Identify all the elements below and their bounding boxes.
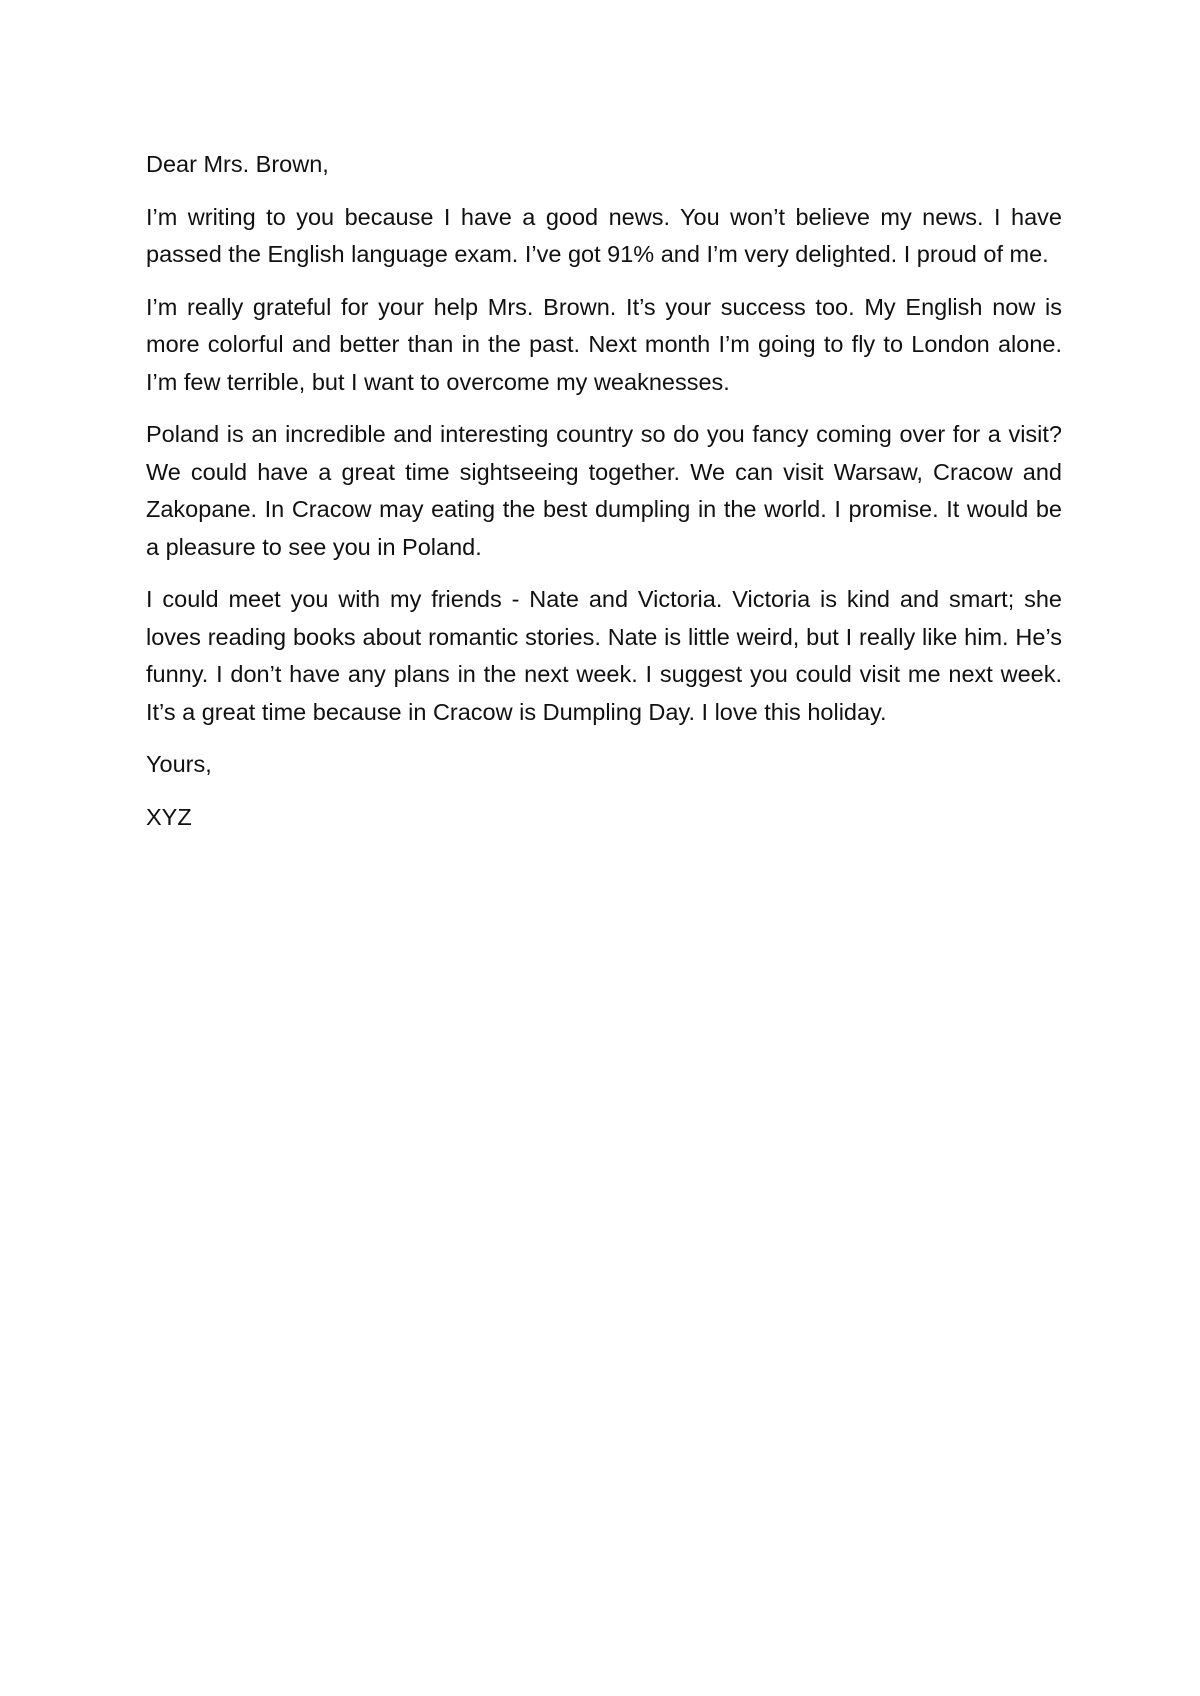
paragraph-exam-news: I’m writing to you because I have a good news. You won’t believe my news. I have passed the English language exam. I’ve got 91% and I’m very delighted. I proud of me. — [146, 203, 1062, 267]
paragraph-friends: I could meet you with my friends - Nate and Victoria. Victoria is kind and smart; she loves reading books about romantic stories. Nate is little weird, but I really like him. He’s funny. I don’t have any plans in the next week. I suggest you could visit me next week. It’s a great time because in Cracow is Dumpling Day. I love this holiday. — [146, 586, 1062, 725]
paragraph-invitation: Poland is an incredible and interesting country so do you fancy coming over for a visit? We could have a great time sightseeing together. We can visit Warsaw, Cracow and Zakopane. In Cracow may eating the best dumpling in the world. I promise. It would be a pleasure to see you in Poland. — [146, 421, 1062, 560]
letter-body — [146, 146, 1062, 851]
salutation: Dear Mrs. Brown, — [146, 151, 329, 177]
paragraph-gratitude: I’m really grateful for your help Mrs. Brown. It’s your success too. My English now is more colorful and better than in the past. Next month I’m going to fly to London alone. I’m few terrible, but I want to overcome my weaknesses. — [146, 293, 1062, 395]
signature: XYZ — [146, 803, 192, 830]
closing: Yours, — [146, 751, 212, 777]
